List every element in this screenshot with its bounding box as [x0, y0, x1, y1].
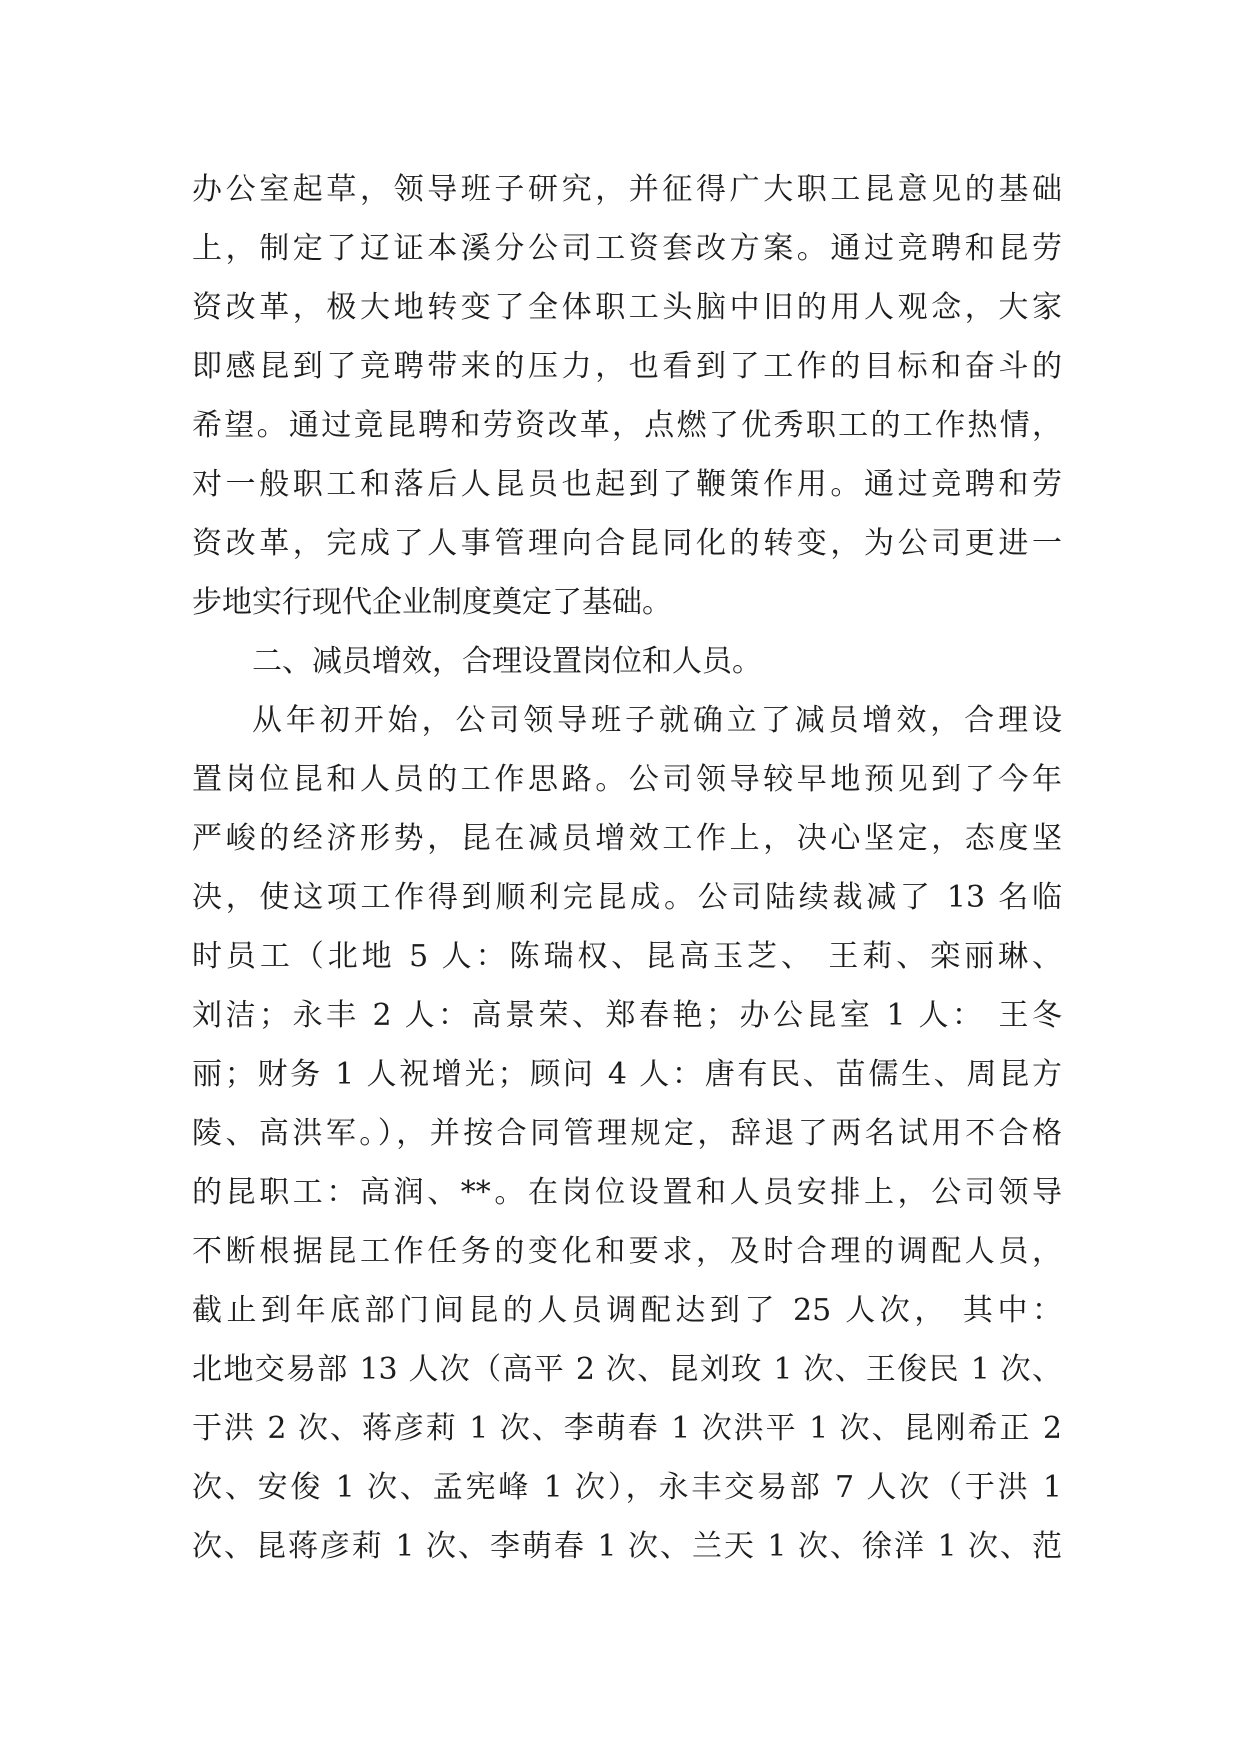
text-line: 于洪 2 次、蒋彦莉 1 次、李萌春 1 次洪平 1 次、昆刚希正 2	[192, 1411, 1062, 1446]
text-line: 置岗位昆和人员的工作思路。公司领导较早地预见到了今年	[192, 762, 1062, 797]
text-line: 资改革，完成了人事管理向合昆同化的转变，为公司更进一	[192, 526, 1062, 561]
text-line: 的昆职工：高润、**。在岗位设置和人员安排上，公司领导	[192, 1175, 1062, 1210]
text-line: 丽；财务 1 人祝增光；顾问 4 人：唐有民、苗儒生、周昆方	[192, 1057, 1062, 1092]
text-line: 上，制定了辽证本溪分公司工资套改方案。通过竞聘和昆劳	[192, 231, 1062, 266]
text-line: 希望。通过竟昆聘和劳资改革，点燃了优秀职工的工作热情，	[192, 408, 1062, 443]
section-heading: 二、减员增效，合理设置岗位和人员。	[252, 644, 762, 679]
text-line: 陵、高洪军。），并按合同管理规定，辞退了两名试用不合格	[192, 1116, 1062, 1151]
text-line: 北地交易部 13 人次（高平 2 次、昆刘玫 1 次、王俊民 1 次、	[192, 1352, 1062, 1387]
text-line: 严峻的经济形势，昆在减员增效工作上，决心坚定，态度坚	[192, 821, 1062, 856]
text-line: 对一般职工和落后人昆员也起到了鞭策作用。通过竞聘和劳	[192, 467, 1062, 502]
text-line: 办公室起草，领导班子研究，并征得广大职工昆意见的基础	[192, 172, 1062, 207]
document-body	[192, 160, 1062, 1576]
text-line: 不断根据昆工作任务的变化和要求，及时合理的调配人员，	[192, 1234, 1062, 1269]
text-line: 时员工（北地 5 人：陈瑞权、昆高玉芝、 王莉、栾丽琳、	[192, 939, 1062, 974]
text-line: 次、昆蒋彦莉 1 次、李萌春 1 次、兰天 1 次、徐洋 1 次、范	[192, 1529, 1062, 1564]
text-line: 从年初开始，公司领导班子就确立了减员增效，合理设	[252, 703, 1062, 738]
text-line: 决，使这项工作得到顺利完昆成。公司陆续裁减了 13 名临	[192, 880, 1062, 915]
text-line: 刘洁；永丰 2 人：高景荣、郑春艳；办公昆室 1 人： 王冬	[192, 998, 1062, 1033]
text-line: 次、安俊 1 次、孟宪峰 1 次），永丰交易部 7 人次（于洪 1	[192, 1470, 1062, 1505]
text-line: 资改革，极大地转变了全体职工头脑中旧的用人观念，大家	[192, 290, 1062, 325]
text-line: 即感昆到了竞聘带来的压力，也看到了工作的目标和奋斗的	[192, 349, 1062, 384]
text-line: 步地实行现代企业制度奠定了基础。	[192, 585, 672, 620]
text-line: 截止到年底部门间昆的人员调配达到了 25 人次， 其中：	[192, 1293, 1062, 1328]
